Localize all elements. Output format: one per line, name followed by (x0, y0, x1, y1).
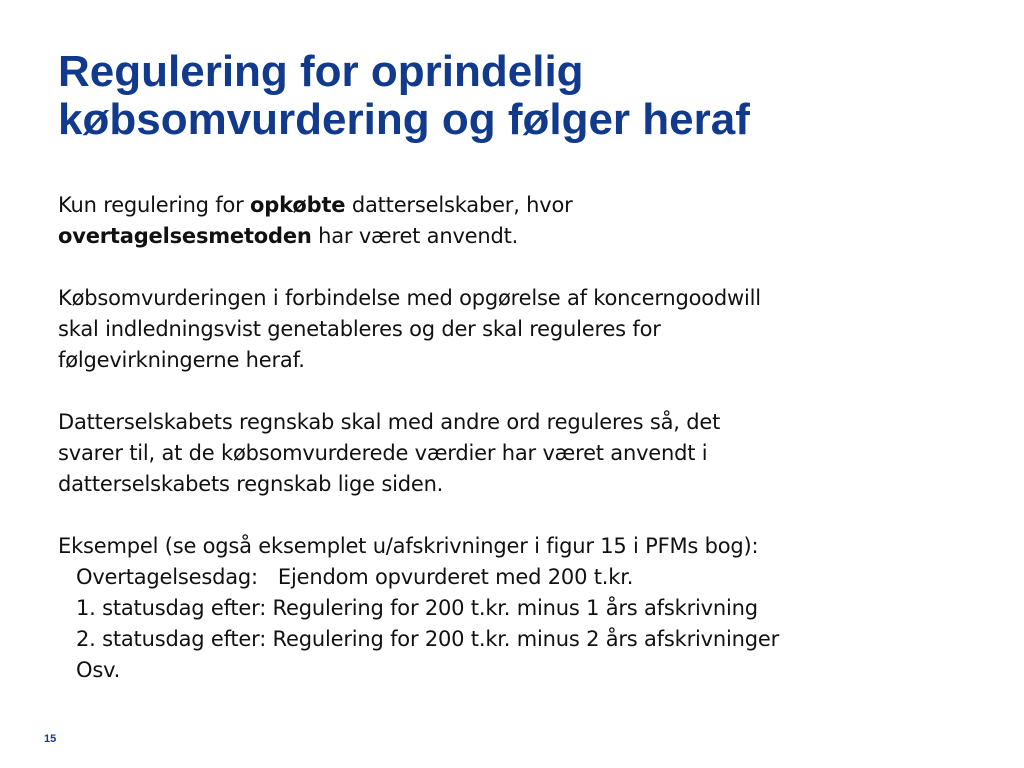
scope-bold-method: overtagelsesmetoden (58, 224, 312, 248)
paragraph-reestablish (58, 283, 998, 376)
example-row-acquisition (58, 562, 998, 593)
paragraph-reestablish-line-2: skal indledningsvist genetableres og der skal reguleres for (58, 317, 661, 341)
example-row-year-2: 2. statusdag efter: Regulering for 200 t.kr. minus 2 års afskrivninger (76, 627, 780, 651)
example-row-acquisition-value: Ejendom opvurderet med 200 t.kr. (277, 565, 634, 589)
scope-bold-opkobte: opkøbte (250, 193, 346, 217)
paragraph-scope-line-2 (58, 221, 998, 252)
example-row-etc: Osv. (76, 658, 121, 682)
slide-title-line-1: Regulering for oprindelig (58, 47, 584, 96)
slide-title-line-2: købsomvurdering og følger heraf (58, 95, 750, 144)
paragraph-adjust-line-2: svarer til, at de købsomvurderede værdier har været anvendt i (58, 441, 708, 465)
scope-text-method-end: har været anvendt. (311, 224, 519, 248)
page-number: 15 (44, 733, 57, 745)
paragraph-scope (58, 190, 998, 252)
paragraph-reestablish-line-3: følgevirkningerne heraf. (58, 348, 305, 372)
slide-body (58, 190, 998, 686)
paragraph-example (58, 531, 998, 686)
scope-text-end: datterselskaber, hvor (345, 193, 573, 217)
paragraph-scope-line-1 (58, 190, 998, 221)
example-row-year-1: 1. statusdag efter: Regulering for 200 t.kr. minus 1 års afskrivning (76, 596, 758, 620)
paragraph-reestablish-line-1: Købsomvurderingen i forbindelse med opgørelse af koncerngoodwill (58, 286, 761, 310)
example-row-acquisition-label: Overtagelsesdag: (76, 565, 258, 589)
paragraph-adjust-line-3: datterselskabets regnskab lige siden. (58, 472, 444, 496)
paragraph-adjust (58, 407, 998, 500)
slide-title (58, 48, 988, 144)
paragraph-adjust-line-1: Datterselskabets regnskab skal med andre ord reguleres så, det (58, 410, 721, 434)
example-intro: Eksempel (se også eksemplet u/afskrivninger i figur 15 i PFMs bog): (58, 534, 759, 558)
scope-text-start: Kun regulering for (58, 193, 251, 217)
